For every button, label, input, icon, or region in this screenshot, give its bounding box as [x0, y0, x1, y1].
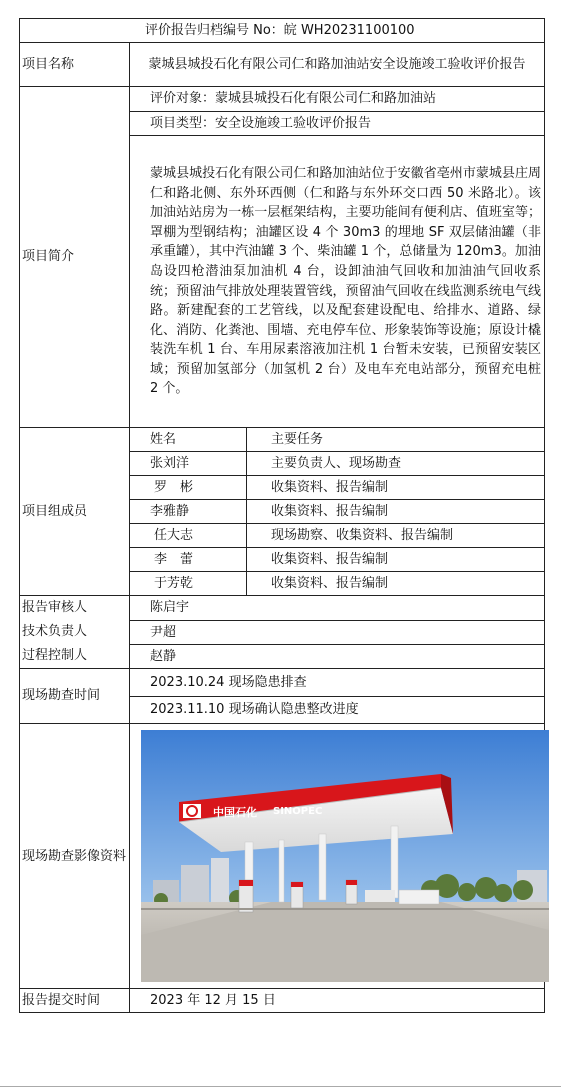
canopy-sign-en: SINOPEC: [273, 806, 323, 817]
member-task: 现场勘察、收集资料、报告编制: [247, 524, 545, 548]
tech-lead-label: 技术负责人: [22, 624, 88, 639]
member-task: 收集资料、报告编制: [247, 500, 545, 524]
member-name: 于芳乾: [130, 572, 247, 596]
project-name-value: 蒙城县城投石化有限公司仁和路加油站安全设施竣工验收评价报告: [130, 43, 545, 87]
member-name: 罗 彬: [130, 476, 247, 500]
submit-time-label: 报告提交时间: [20, 989, 130, 1013]
members-table: [130, 428, 544, 595]
member-name: 李雅静: [130, 500, 247, 524]
table-row: [130, 548, 544, 572]
survey-photo-label: 现场勘查影像资料: [20, 724, 130, 989]
members-cell: [130, 428, 545, 596]
page-divider: [0, 1086, 561, 1087]
survey-time-label: 现场勘查时间: [20, 669, 130, 724]
member-task-header: 主要任务: [247, 428, 545, 452]
project-description: 蒙城县城投石化有限公司仁和路加油站位于安徽省亳州市蒙城县庄周仁和路北侧、东外环西侧（仁和路与东外环交口西 50 米路北）。该加油站站房为一栋一层框架结构，主要功能间有便利店、值班室等；罩棚为型钢结构；油罐区设 4 个 30m3 的埋地 SF 双层储油罐（非承重罐），其中汽油罐 3 个、柴油罐 1 个，总储量为 120m3。加油岛设四枪潜油泵加油机 4 台，设卸油油气回收和加油油气回收系统；预留油气排放处理装置管线，预留油气回收在线监测系统电气线路。新建配套的工艺管线，以及配套建设配电、给排水、道路、绿化、消防、化粪池、围墙、充电停车位、形象装饰等设施；原设计橇装洗车机 1 台、车用尿素溶液加注机 1 台暂未安装，已预留安装区域；预留加氢部分（加氢机 2 台）及电车充电站部分，预留充电桩 2 个。: [130, 136, 545, 428]
table-row: [130, 572, 544, 596]
survey-photo-cell: [130, 724, 545, 989]
member-task: 收集资料、报告编制: [271, 575, 389, 591]
project-type: 项目类型：安全设施竣工验收评价报告: [130, 112, 545, 136]
survey-time-entry: 2023.11.10 现场确认隐患整改进度: [130, 697, 545, 724]
member-task: 收集资料、报告编制: [247, 548, 545, 572]
member-task: 收集资料、报告编制: [247, 476, 545, 500]
archive-number: 评价报告归档编号 No：皖 WH20231100100: [20, 19, 545, 43]
member-name-header: 姓名: [130, 428, 247, 452]
submit-time-value: 2023 年 12 月 15 日: [130, 989, 545, 1013]
table-row: [130, 476, 544, 500]
process-control-label: 过程控制人: [22, 648, 88, 663]
tech-lead-value: 尹超: [130, 621, 545, 645]
table-row: [130, 452, 544, 476]
project-name-label: 项目名称: [20, 43, 130, 87]
table-row: [130, 524, 544, 548]
member-name: 任大志: [130, 524, 247, 548]
reviewer-value: 陈启宇: [130, 596, 545, 621]
report-table: [19, 18, 545, 1013]
canopy-sign-cn: 中国石化: [213, 806, 257, 819]
reviewer-label: 报告审核人: [22, 600, 88, 615]
survey-time-entry: 2023.10.24 现场隐患排查: [130, 669, 545, 697]
evaluation-target: 评价对象：蒙城县城投石化有限公司仁和路加油站: [130, 87, 545, 112]
gas-station-photo: [141, 730, 549, 982]
reviewers-label: [20, 596, 130, 669]
members-header-row: [130, 428, 544, 452]
member-task: 主要负责人、现场勘查: [247, 452, 545, 476]
process-control-value: 赵静: [130, 645, 545, 669]
member-name: 李 蕾: [130, 548, 247, 572]
member-name: 张刘洋: [130, 452, 247, 476]
project-intro-label: 项目简介: [20, 87, 130, 428]
report-archive-card: [19, 18, 544, 1013]
members-label: 项目组成员: [20, 428, 130, 596]
table-row: [130, 500, 544, 524]
